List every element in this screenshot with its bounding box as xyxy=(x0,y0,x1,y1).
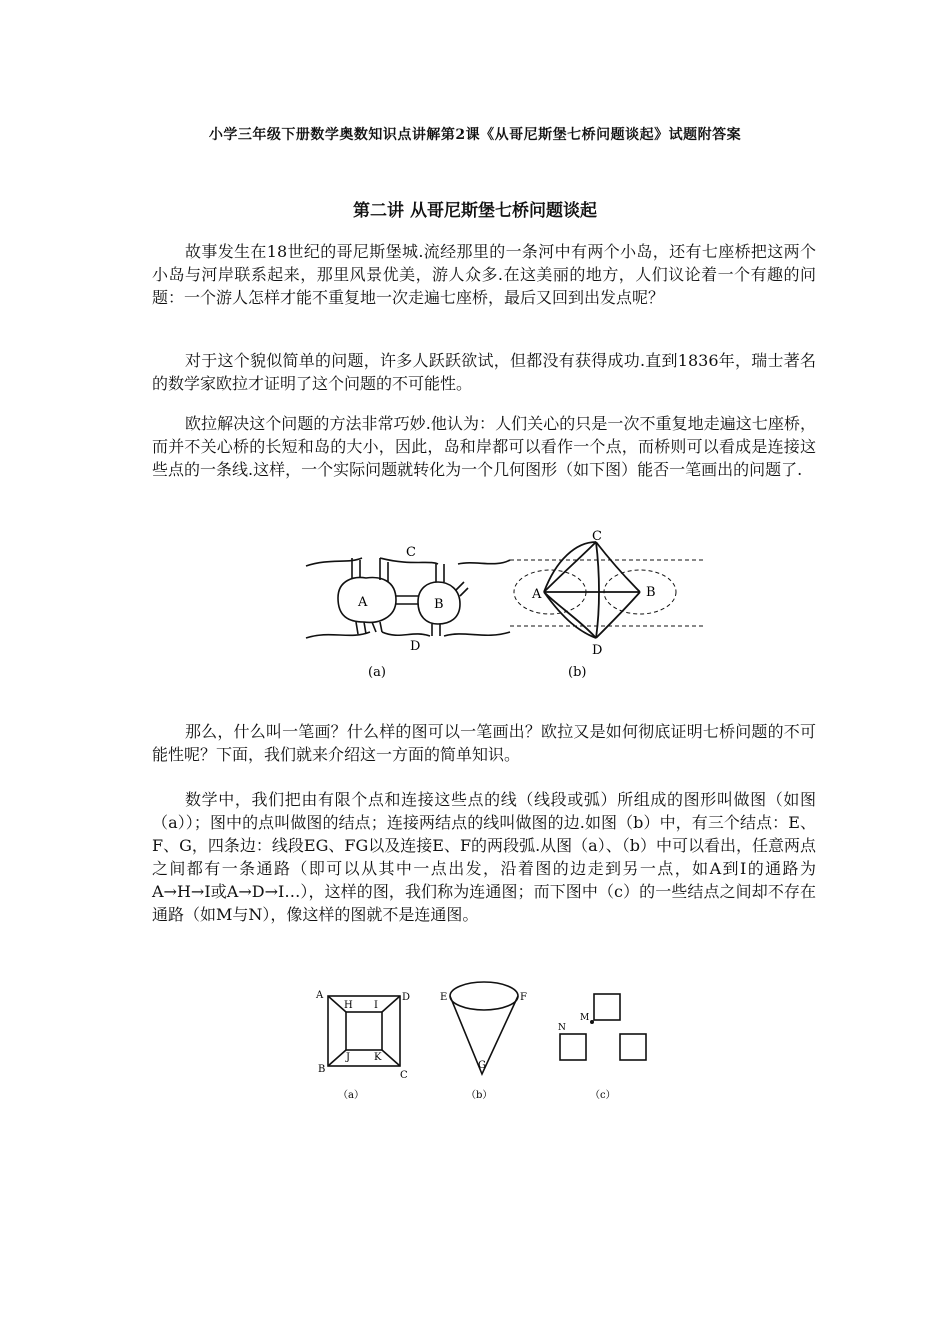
square-label-d: D xyxy=(402,992,411,1003)
graph-node-label-b: B xyxy=(646,585,656,600)
node-label-a: A xyxy=(358,595,368,610)
square-graph-a xyxy=(328,996,400,1066)
square-label-k: K xyxy=(374,1052,382,1063)
square-label-b: B xyxy=(318,1064,326,1075)
node-label-d: D xyxy=(410,639,421,654)
figure2-caption-b: （b） xyxy=(466,1090,493,1101)
disconnected-graph-c xyxy=(560,994,646,1060)
bridges-map-a xyxy=(306,558,510,638)
square-label-c: C xyxy=(400,1070,408,1081)
cone-label-g: G xyxy=(478,1060,486,1071)
square-label-a: A xyxy=(316,990,324,1001)
graph-node-label-d: D xyxy=(592,643,603,658)
disconnected-label-m: M xyxy=(580,1013,590,1023)
figure2-caption-c: （c） xyxy=(590,1090,616,1101)
paragraph-euler-method: 欧拉解决这个问题的方法非常巧妙.他认为：人们关心的只是一次不重复地走遍这七座桥，而并不关心桥的长短和岛的大小，因此，岛和岸都可以看作一个点，而桥则可以看成是连接这些点的一条线.这样，一个实际问题就转化为一个几何图形（如下图）能否一笔画出的问题了. xyxy=(152,414,816,479)
cone-label-f: F xyxy=(520,992,527,1003)
cone-label-e: E xyxy=(440,992,448,1003)
paragraph-story: 故事发生在18世纪的哥尼斯堡城.流经那里的一条河中有两个小岛，还有七座桥把这两个小岛与河岸联系起来，那里风景优美，游人众多.在这美丽的地方，人们议论着一个有趣的问题：一个游人怎样才能不重复地一次走遍七座桥，最后又回到出发点呢？ xyxy=(152,242,816,307)
square-label-j: J xyxy=(346,1052,351,1063)
lecture-title: 第二讲 从哥尼斯堡七桥问题谈起 xyxy=(353,201,597,221)
square-label-i: I xyxy=(374,1000,378,1011)
paragraph-graph-definition: 数学中，我们把由有限个点和连接这些点的线（线段或弧）所组成的图形叫做图（如图（a））；图中的点叫做图的结点；连接两结点的线叫做图的边.如图（b）中，有三个结点：E、F、G，四条边：线段EG、FG以及连接E、F的两段弧.从图（a）、（b）中可以看出，任意两点之间都有一条通路（即可以从其中一点出发，沿着图的边走到另一点，如A到I的通路为A→H→I或A→D→I…），这样的图，我们称为连通图；而下图中（c）的一些结点之间却不存在通路（如M与N），像这样的图就不是连通图。 xyxy=(152,790,816,924)
graph-node-label-a: A xyxy=(532,587,542,602)
document-title: 小学三年级下册数学奥数知识点讲解第2课《从哥尼斯堡七桥问题谈起》试题附答案 xyxy=(208,127,742,143)
square-label-h: H xyxy=(344,1000,353,1011)
graph-node-label-c: C xyxy=(592,529,602,544)
disconnected-label-n: N xyxy=(558,1023,566,1033)
paragraph-attempts: 对于这个貌似简单的问题，许多人跃跃欲试，但都没有获得成功.直到1836年，瑞士著名的数学家欧拉才证明了这个问题的不可能性。 xyxy=(152,351,816,393)
figure-caption-b: (b) xyxy=(568,665,587,680)
node-label-c: C xyxy=(406,545,416,560)
figure-caption-a: (a) xyxy=(368,665,386,680)
node-m-dot xyxy=(590,1020,594,1024)
node-label-b: B xyxy=(434,597,444,612)
paragraph-question: 那么，什么叫一笔画？什么样的图可以一笔画出？欧拉又是如何彻底证明七桥问题的不可能性呢？下面，我们就来介绍这一方面的简单知识。 xyxy=(152,722,816,764)
figure2-caption-a: （a） xyxy=(338,1090,364,1101)
graphs-figure xyxy=(310,968,660,1108)
bridges-figure xyxy=(300,530,710,690)
